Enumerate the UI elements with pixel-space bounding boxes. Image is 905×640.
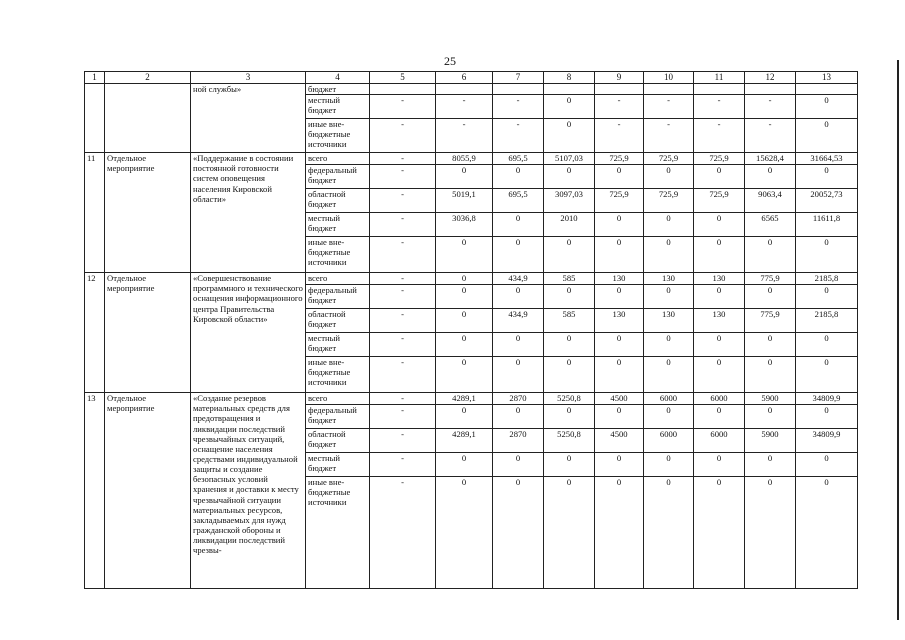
- value-cell: [544, 84, 595, 95]
- value-cell: 0: [595, 357, 644, 393]
- value-cell: 0: [644, 477, 694, 589]
- value-cell: 0: [694, 237, 745, 273]
- value-cell: 4289,1: [436, 393, 493, 405]
- funding-source-cell: местный бюджет: [306, 333, 370, 357]
- value-cell: -: [595, 119, 644, 153]
- value-cell: 6565: [745, 213, 796, 237]
- value-cell: 4500: [595, 393, 644, 405]
- value-cell: 0: [436, 405, 493, 429]
- value-cell: 34809,9: [796, 393, 858, 405]
- value-cell: 31664,53: [796, 153, 858, 165]
- header-row: [85, 72, 858, 84]
- value-cell: -: [370, 95, 436, 119]
- value-cell: -: [694, 95, 745, 119]
- event-name-cell: «Создание резервов материальных средств для предотвращения и ликвидации последствий чрезвычайных ситуаций, оснащение населения средствами индивидуальной защиты и создание безопасных условий хранения и доставки к месту чрезвычайной ситуации материальных ресурсов, закладываемых для нужд гражданской обороны и ликвидации последствий чрезвы-: [191, 393, 306, 589]
- value-cell: 725,9: [595, 189, 644, 213]
- value-cell: 2870: [493, 429, 544, 453]
- value-cell: 0: [694, 213, 745, 237]
- value-cell: 0: [644, 285, 694, 309]
- value-cell: -: [436, 119, 493, 153]
- value-cell: -: [370, 309, 436, 333]
- value-cell: [436, 84, 493, 95]
- value-cell: 0: [544, 477, 595, 589]
- value-cell: 0: [544, 357, 595, 393]
- value-cell: 0: [745, 237, 796, 273]
- value-cell: 434,9: [493, 309, 544, 333]
- value-cell: 0: [644, 405, 694, 429]
- value-cell: -: [370, 273, 436, 285]
- event-type-cell: Отдельное мероприятие: [105, 393, 191, 589]
- value-cell: 0: [745, 285, 796, 309]
- value-cell: 0: [796, 357, 858, 393]
- value-cell: -: [370, 393, 436, 405]
- value-cell: 0: [745, 165, 796, 189]
- event-name-cell: «Совершенствование программного и технического оснащения информационного центра Правительства Кировской области»: [191, 273, 306, 393]
- column-header: 9: [595, 72, 644, 84]
- value-cell: 0: [644, 165, 694, 189]
- table-row: [85, 84, 858, 95]
- value-cell: 0: [745, 477, 796, 589]
- value-cell: -: [370, 165, 436, 189]
- value-cell: 5250,8: [544, 393, 595, 405]
- column-header: 2: [105, 72, 191, 84]
- value-cell: 6000: [644, 429, 694, 453]
- value-cell: 0: [745, 357, 796, 393]
- budget-table: [84, 71, 858, 589]
- value-cell: -: [745, 119, 796, 153]
- value-cell: 0: [493, 453, 544, 477]
- value-cell: 0: [544, 453, 595, 477]
- funding-source-cell: областной бюджет: [306, 309, 370, 333]
- value-cell: -: [595, 95, 644, 119]
- value-cell: 2185,8: [796, 273, 858, 285]
- value-cell: 0: [493, 165, 544, 189]
- value-cell: 3036,8: [436, 213, 493, 237]
- value-cell: 0: [436, 237, 493, 273]
- value-cell: 20052,73: [796, 189, 858, 213]
- value-cell: 0: [436, 165, 493, 189]
- value-cell: 0: [694, 285, 745, 309]
- value-cell: 11611,8: [796, 213, 858, 237]
- value-cell: -: [493, 119, 544, 153]
- table-row: [85, 153, 858, 165]
- value-cell: -: [436, 95, 493, 119]
- value-cell: 9063,4: [745, 189, 796, 213]
- funding-source-cell: бюджет: [306, 84, 370, 95]
- event-type-cell: Отдельное мероприятие: [105, 273, 191, 393]
- value-cell: 0: [493, 333, 544, 357]
- event-name-cell: «Поддержание в состоянии постоянной готовности систем оповещения населения Кировской области»: [191, 153, 306, 273]
- value-cell: 0: [694, 357, 745, 393]
- value-cell: 725,9: [595, 153, 644, 165]
- column-header: 11: [694, 72, 745, 84]
- row-number-cell: 11: [85, 153, 105, 273]
- funding-source-cell: федеральный бюджет: [306, 405, 370, 429]
- value-cell: 0: [544, 119, 595, 153]
- value-cell: 0: [493, 213, 544, 237]
- value-cell: 585: [544, 273, 595, 285]
- funding-source-cell: местный бюджет: [306, 213, 370, 237]
- value-cell: -: [370, 429, 436, 453]
- value-cell: 0: [493, 405, 544, 429]
- value-cell: 130: [694, 273, 745, 285]
- value-cell: 775,9: [745, 273, 796, 285]
- event-name-cell: ной службы»: [191, 84, 306, 153]
- value-cell: 0: [544, 405, 595, 429]
- value-cell: -: [370, 405, 436, 429]
- value-cell: 2010: [544, 213, 595, 237]
- funding-source-cell: иные вне-бюджетные источники: [306, 357, 370, 393]
- row-number-cell: [85, 84, 105, 153]
- value-cell: 0: [436, 285, 493, 309]
- value-cell: 0: [595, 237, 644, 273]
- value-cell: 15628,4: [745, 153, 796, 165]
- value-cell: 130: [595, 309, 644, 333]
- value-cell: 5900: [745, 429, 796, 453]
- value-cell: 0: [694, 333, 745, 357]
- value-cell: 0: [436, 477, 493, 589]
- column-header: 7: [493, 72, 544, 84]
- value-cell: 0: [796, 119, 858, 153]
- table-row: [85, 393, 858, 405]
- value-cell: -: [370, 237, 436, 273]
- value-cell: 725,9: [694, 153, 745, 165]
- value-cell: 0: [544, 237, 595, 273]
- funding-source-cell: всего: [306, 393, 370, 405]
- funding-source-cell: всего: [306, 153, 370, 165]
- value-cell: 0: [436, 333, 493, 357]
- value-cell: -: [370, 453, 436, 477]
- funding-source-cell: иные вне-бюджетные источники: [306, 237, 370, 273]
- column-header: 12: [745, 72, 796, 84]
- value-cell: [370, 84, 436, 95]
- event-type-cell: Отдельное мероприятие: [105, 153, 191, 273]
- column-header: 1: [85, 72, 105, 84]
- value-cell: [796, 84, 858, 95]
- value-cell: 0: [694, 165, 745, 189]
- value-cell: 4500: [595, 429, 644, 453]
- value-cell: 0: [595, 453, 644, 477]
- value-cell: 0: [796, 285, 858, 309]
- value-cell: -: [493, 95, 544, 119]
- value-cell: 0: [493, 477, 544, 589]
- value-cell: -: [370, 153, 436, 165]
- value-cell: 0: [694, 477, 745, 589]
- value-cell: 0: [436, 273, 493, 285]
- value-cell: 0: [595, 165, 644, 189]
- value-cell: 5250,8: [544, 429, 595, 453]
- value-cell: 0: [796, 237, 858, 273]
- funding-source-cell: иные вне-бюджетные источники: [306, 119, 370, 153]
- value-cell: 8055,9: [436, 153, 493, 165]
- value-cell: 6000: [644, 393, 694, 405]
- value-cell: [694, 84, 745, 95]
- funding-source-cell: местный бюджет: [306, 453, 370, 477]
- column-header: 4: [306, 72, 370, 84]
- funding-source-cell: областной бюджет: [306, 429, 370, 453]
- value-cell: 5107,03: [544, 153, 595, 165]
- column-header: 3: [191, 72, 306, 84]
- value-cell: 0: [493, 237, 544, 273]
- value-cell: 0: [644, 453, 694, 477]
- value-cell: 0: [436, 357, 493, 393]
- value-cell: 130: [644, 273, 694, 285]
- value-cell: 0: [796, 405, 858, 429]
- value-cell: 4289,1: [436, 429, 493, 453]
- value-cell: 695,5: [493, 189, 544, 213]
- value-cell: 0: [544, 95, 595, 119]
- value-cell: 0: [644, 357, 694, 393]
- value-cell: -: [370, 119, 436, 153]
- value-cell: 0: [694, 453, 745, 477]
- value-cell: [745, 84, 796, 95]
- value-cell: 0: [745, 333, 796, 357]
- value-cell: 0: [595, 333, 644, 357]
- value-cell: -: [694, 119, 745, 153]
- value-cell: -: [370, 333, 436, 357]
- value-cell: 0: [644, 213, 694, 237]
- value-cell: -: [370, 213, 436, 237]
- value-cell: -: [370, 189, 436, 213]
- value-cell: 6000: [694, 393, 745, 405]
- value-cell: [493, 84, 544, 95]
- value-cell: -: [644, 95, 694, 119]
- column-header: 8: [544, 72, 595, 84]
- table-row: [85, 273, 858, 285]
- funding-source-cell: федеральный бюджет: [306, 285, 370, 309]
- value-cell: 2870: [493, 393, 544, 405]
- value-cell: 2185,8: [796, 309, 858, 333]
- value-cell: 0: [595, 285, 644, 309]
- value-cell: -: [745, 95, 796, 119]
- funding-source-cell: всего: [306, 273, 370, 285]
- row-number-cell: 13: [85, 393, 105, 589]
- value-cell: 0: [694, 405, 745, 429]
- column-header: 13: [796, 72, 858, 84]
- table-body: [85, 72, 858, 589]
- value-cell: 775,9: [745, 309, 796, 333]
- value-cell: 725,9: [644, 153, 694, 165]
- event-type-cell: [105, 84, 191, 153]
- value-cell: 5019,1: [436, 189, 493, 213]
- value-cell: 725,9: [644, 189, 694, 213]
- funding-source-cell: федеральный бюджет: [306, 165, 370, 189]
- page-number: 25: [444, 54, 456, 68]
- value-cell: 0: [493, 357, 544, 393]
- value-cell: 0: [493, 285, 544, 309]
- value-cell: 0: [436, 453, 493, 477]
- value-cell: 34809,9: [796, 429, 858, 453]
- value-cell: 130: [694, 309, 745, 333]
- value-cell: 695,5: [493, 153, 544, 165]
- value-cell: -: [370, 477, 436, 589]
- value-cell: 0: [544, 285, 595, 309]
- value-cell: 0: [644, 237, 694, 273]
- value-cell: 0: [544, 333, 595, 357]
- value-cell: 3097,03: [544, 189, 595, 213]
- value-cell: 0: [796, 165, 858, 189]
- value-cell: [595, 84, 644, 95]
- value-cell: 0: [595, 405, 644, 429]
- value-cell: 0: [796, 477, 858, 589]
- column-header: 5: [370, 72, 436, 84]
- value-cell: 0: [796, 333, 858, 357]
- funding-source-cell: областной бюджет: [306, 189, 370, 213]
- value-cell: 0: [745, 453, 796, 477]
- value-cell: -: [370, 285, 436, 309]
- funding-source-cell: местный бюджет: [306, 95, 370, 119]
- value-cell: 0: [544, 165, 595, 189]
- value-cell: [644, 84, 694, 95]
- value-cell: 6000: [694, 429, 745, 453]
- value-cell: 130: [644, 309, 694, 333]
- value-cell: -: [370, 357, 436, 393]
- value-cell: 725,9: [694, 189, 745, 213]
- value-cell: 0: [745, 405, 796, 429]
- value-cell: 0: [644, 333, 694, 357]
- value-cell: 0: [436, 309, 493, 333]
- value-cell: -: [644, 119, 694, 153]
- value-cell: 0: [796, 453, 858, 477]
- value-cell: 130: [595, 273, 644, 285]
- page-edge-line: [897, 60, 899, 620]
- value-cell: 585: [544, 309, 595, 333]
- row-number-cell: 12: [85, 273, 105, 393]
- value-cell: 0: [595, 213, 644, 237]
- value-cell: 5900: [745, 393, 796, 405]
- funding-source-cell: иные вне-бюджетные источники: [306, 477, 370, 589]
- column-header: 10: [644, 72, 694, 84]
- value-cell: 0: [796, 95, 858, 119]
- value-cell: 0: [595, 477, 644, 589]
- value-cell: 434,9: [493, 273, 544, 285]
- column-header: 6: [436, 72, 493, 84]
